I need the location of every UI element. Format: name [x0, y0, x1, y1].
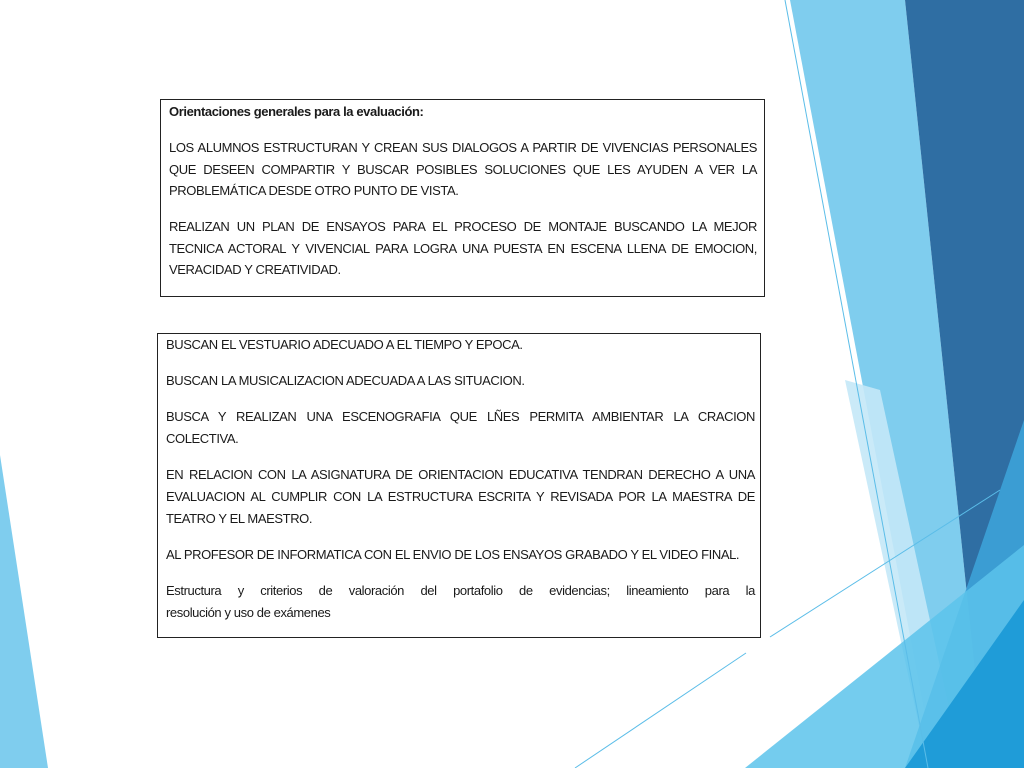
paragraph-line: resolución y uso de exámenes — [166, 605, 331, 620]
activities-criteria-textbox — [157, 333, 761, 638]
paragraph-line: Estructura y criterios de valoración del portafolio de evidencias; lineamiento para la — [166, 583, 755, 598]
paragraph — [166, 544, 755, 566]
paragraph-line: TEATRO Y EL MAESTRO. — [166, 511, 313, 526]
paragraph-line: COLECTIVA. — [166, 431, 239, 446]
paragraph-line: BUSCAN EL VESTUARIO ADECUADO A EL TIEMPO Y EPOCA. — [166, 337, 523, 352]
paragraph-line: QUE DESEEN COMPARTIR Y BUSCAR POSIBLES SOLUCIONES QUE LES AYUDEN A VER LA — [169, 161, 757, 177]
paragraph — [169, 137, 757, 202]
paragraph-line: TECNICA ACTORAL Y VIVENCIAL PARA LOGRA UNA PUESTA EN ESCENA LLENA DE EMOCION, — [169, 240, 757, 256]
textbox-title: Orientaciones generales para la evaluación: — [169, 104, 424, 119]
decorative-line-bottom-left — [575, 653, 746, 768]
paragraph-line: EN RELACION CON LA ASIGNATURA DE ORIENTACION EDUCATIVA TENDRAN DERECHO A UNA — [166, 467, 755, 482]
paragraph — [166, 334, 755, 356]
paragraph-line: VERACIDAD Y CREATIVIDAD. — [169, 262, 341, 277]
left-accent-triangle — [0, 455, 48, 768]
paragraph — [166, 580, 755, 624]
paragraph-line: PROBLEMÁTICA DESDE OTRO PUNTO DE VISTA. — [169, 183, 459, 198]
paragraph — [166, 370, 755, 392]
paragraph-line: AL PROFESOR DE INFORMATICA CON EL ENVIO DE LOS ENSAYOS GRABADO Y EL VIDEO FINAL. — [166, 547, 740, 562]
paragraph — [166, 464, 755, 530]
paragraph-line: EVALUACION AL CUMPLIR CON LA ESTRUCTURA ESCRITA Y REVISADA POR LA MAESTRA DE — [166, 489, 755, 504]
paragraph-line: REALIZAN UN PLAN DE ENSAYOS PARA EL PROCESO DE MONTAJE BUSCANDO LA MEJOR — [169, 219, 757, 234]
paragraph — [169, 216, 757, 281]
paragraph — [166, 406, 755, 450]
paragraph-line: BUSCAN LA MUSICALIZACION ADECUADA A LAS SITUACION. — [166, 373, 525, 388]
evaluation-guidelines-textbox — [160, 99, 765, 297]
paragraph-line: LOS ALUMNOS ESTRUCTURAN Y CREAN SUS DIALOGOS A PARTIR DE VIVENCIAS PERSONALES — [169, 140, 757, 155]
paragraph-line: BUSCA Y REALIZAN UNA ESCENOGRAFIA QUE LÑES PERMITA AMBIENTAR LA CRACION — [166, 409, 755, 424]
